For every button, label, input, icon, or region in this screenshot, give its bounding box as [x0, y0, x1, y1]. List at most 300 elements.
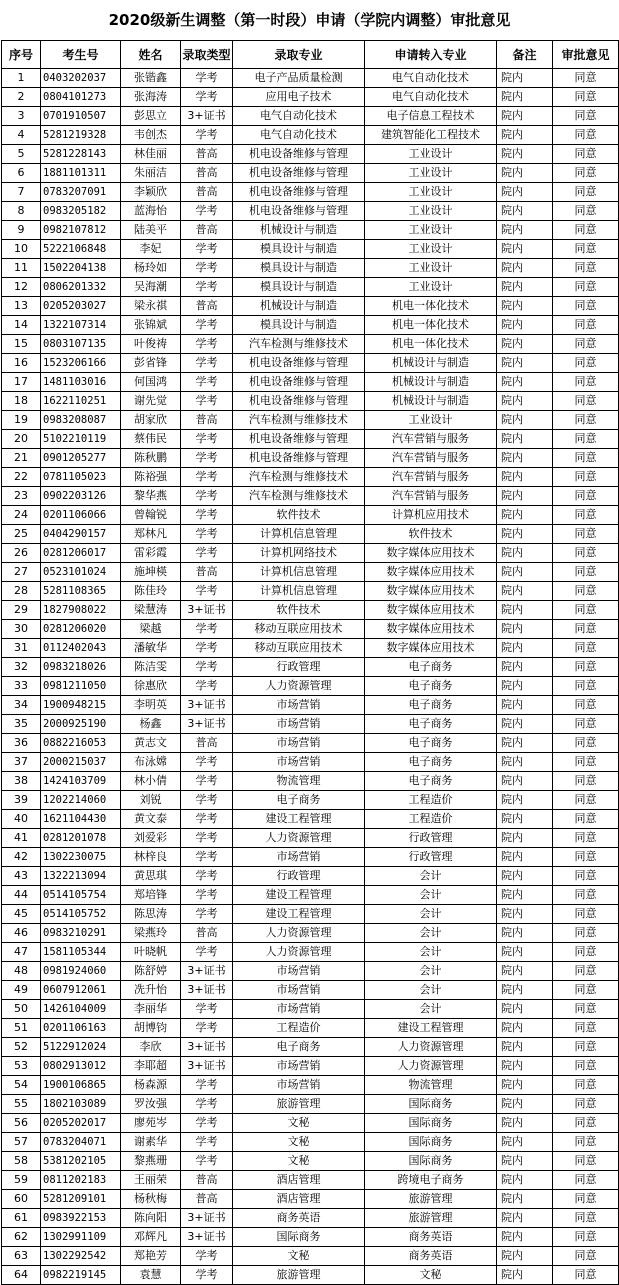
admission-type-cell: 学考	[181, 430, 233, 449]
approval-opinion-cell: 同意	[553, 316, 619, 335]
student-name-cell: 李颖欣	[121, 183, 181, 202]
target-major-cell: 行政管理	[365, 829, 497, 848]
approval-opinion-cell: 同意	[553, 1095, 619, 1114]
exam-id-cell: 1202214060	[41, 791, 121, 810]
student-name-cell: 陆美平	[121, 221, 181, 240]
admission-type-cell: 3+证书	[181, 1038, 233, 1057]
exam-id-cell: 0404290157	[41, 525, 121, 544]
target-major-cell: 电子信息工程技术	[365, 107, 497, 126]
table-row	[2, 734, 619, 753]
exam-id-cell: 5281219328	[41, 126, 121, 145]
admitted-major-cell: 机电设备维修与管理	[233, 392, 365, 411]
note-cell: 院内	[497, 221, 553, 240]
admission-type-cell: 学考	[181, 335, 233, 354]
approval-opinion-cell: 同意	[553, 1076, 619, 1095]
row-number-cell: 59	[2, 1171, 41, 1190]
student-name-cell: 梁燕玲	[121, 924, 181, 943]
student-name-cell: 廖苑岑	[121, 1114, 181, 1133]
row-number-cell: 10	[2, 240, 41, 259]
row-number-cell: 21	[2, 449, 41, 468]
approval-opinion-cell: 同意	[553, 1247, 619, 1266]
table-row	[2, 373, 619, 392]
target-major-cell: 会计	[365, 924, 497, 943]
approval-opinion-cell: 同意	[553, 1133, 619, 1152]
admission-type-cell: 学考	[181, 1114, 233, 1133]
note-cell: 院内	[497, 1209, 553, 1228]
note-cell: 院内	[497, 924, 553, 943]
table-row	[2, 449, 619, 468]
table-row	[2, 962, 619, 981]
student-name-cell: 蓝海怡	[121, 202, 181, 221]
exam-id-cell: 1881101311	[41, 164, 121, 183]
row-number-cell: 41	[2, 829, 41, 848]
target-major-cell: 机电一体化技术	[365, 316, 497, 335]
admission-type-cell: 学考	[181, 506, 233, 525]
approval-opinion-cell: 同意	[553, 943, 619, 962]
row-number-cell: 12	[2, 278, 41, 297]
exam-id-cell: 1621104430	[41, 810, 121, 829]
target-major-cell: 数字媒体应用技术	[365, 563, 497, 582]
row-number-cell: 53	[2, 1057, 41, 1076]
student-name-cell: 黄文泰	[121, 810, 181, 829]
target-major-cell: 电子商务	[365, 734, 497, 753]
admitted-major-cell: 市场营销	[233, 715, 365, 734]
admitted-major-cell: 机械设计与制造	[233, 297, 365, 316]
row-number-cell: 34	[2, 696, 41, 715]
approval-opinion-cell: 同意	[553, 639, 619, 658]
table-row	[2, 658, 619, 677]
row-number-cell: 40	[2, 810, 41, 829]
note-cell: 院内	[497, 1190, 553, 1209]
admission-type-cell: 学考	[181, 639, 233, 658]
note-cell: 院内	[497, 658, 553, 677]
student-name-cell: 邓辉凡	[121, 1228, 181, 1247]
row-number-cell: 22	[2, 468, 41, 487]
target-major-cell: 会计	[365, 962, 497, 981]
approval-opinion-cell: 同意	[553, 658, 619, 677]
target-major-cell: 机电一体化技术	[365, 335, 497, 354]
row-number-cell: 45	[2, 905, 41, 924]
approval-opinion-cell: 同意	[553, 164, 619, 183]
note-cell: 院内	[497, 354, 553, 373]
approval-opinion-cell: 同意	[553, 145, 619, 164]
table-row	[2, 525, 619, 544]
exam-id-cell: 5381202105	[41, 1152, 121, 1171]
header-note: 备注	[497, 41, 553, 69]
admission-type-cell: 3+证书	[181, 1209, 233, 1228]
table-row	[2, 1171, 619, 1190]
note-cell: 院内	[497, 981, 553, 1000]
table-row	[2, 487, 619, 506]
note-cell: 院内	[497, 1152, 553, 1171]
note-cell: 院内	[497, 1247, 553, 1266]
note-cell: 院内	[497, 468, 553, 487]
student-name-cell: 李丽华	[121, 1000, 181, 1019]
note-cell: 院内	[497, 810, 553, 829]
row-number-cell: 43	[2, 867, 41, 886]
approval-opinion-cell: 同意	[553, 88, 619, 107]
approval-opinion-cell: 同意	[553, 506, 619, 525]
row-number-cell: 35	[2, 715, 41, 734]
table-row	[2, 221, 619, 240]
admission-type-cell: 学考	[181, 1076, 233, 1095]
admitted-major-cell: 建设工程管理	[233, 886, 365, 905]
admission-type-cell: 学考	[181, 1133, 233, 1152]
admitted-major-cell: 工程造价	[233, 1019, 365, 1038]
header-opinion: 审批意见	[553, 41, 619, 69]
target-major-cell: 旅游管理	[365, 1190, 497, 1209]
note-cell: 院内	[497, 734, 553, 753]
table-row	[2, 354, 619, 373]
table-row	[2, 1019, 619, 1038]
admitted-major-cell: 机电设备维修与管理	[233, 145, 365, 164]
note-cell: 院内	[497, 259, 553, 278]
exam-id-cell: 0802913012	[41, 1057, 121, 1076]
approval-opinion-cell: 同意	[553, 240, 619, 259]
target-major-cell: 数字媒体应用技术	[365, 620, 497, 639]
target-major-cell: 建筑智能化工程技术	[365, 126, 497, 145]
row-number-cell: 57	[2, 1133, 41, 1152]
row-number-cell: 3	[2, 107, 41, 126]
target-major-cell: 跨境电子商务	[365, 1171, 497, 1190]
student-name-cell: 李明英	[121, 696, 181, 715]
note-cell: 院内	[497, 506, 553, 525]
target-major-cell: 数字媒体应用技术	[365, 601, 497, 620]
table-row	[2, 316, 619, 335]
row-number-cell: 9	[2, 221, 41, 240]
admitted-major-cell: 市场营销	[233, 962, 365, 981]
note-cell: 院内	[497, 1266, 553, 1285]
exam-id-cell: 0403202037	[41, 69, 121, 88]
exam-id-cell: 0804101273	[41, 88, 121, 107]
student-name-cell: 朱丽洁	[121, 164, 181, 183]
table-row	[2, 981, 619, 1000]
note-cell: 院内	[497, 297, 553, 316]
exam-id-cell: 0981211050	[41, 677, 121, 696]
row-number-cell: 42	[2, 848, 41, 867]
student-name-cell: 杨玲如	[121, 259, 181, 278]
student-name-cell: 郑培锋	[121, 886, 181, 905]
row-number-cell: 36	[2, 734, 41, 753]
table-row	[2, 544, 619, 563]
admission-type-cell: 学考	[181, 525, 233, 544]
student-name-cell: 胡家欣	[121, 411, 181, 430]
admitted-major-cell: 移动互联应用技术	[233, 639, 365, 658]
approval-opinion-cell: 同意	[553, 259, 619, 278]
note-cell: 院内	[497, 1114, 553, 1133]
table-row	[2, 411, 619, 430]
approval-opinion-cell: 同意	[553, 981, 619, 1000]
target-major-cell: 工业设计	[365, 259, 497, 278]
row-number-cell: 47	[2, 943, 41, 962]
student-name-cell: 韦创杰	[121, 126, 181, 145]
note-cell: 院内	[497, 107, 553, 126]
admission-type-cell: 3+证书	[181, 1228, 233, 1247]
exam-id-cell: 0514105752	[41, 905, 121, 924]
note-cell: 院内	[497, 544, 553, 563]
approval-opinion-cell: 同意	[553, 1209, 619, 1228]
target-major-cell: 数字媒体应用技术	[365, 639, 497, 658]
row-number-cell: 39	[2, 791, 41, 810]
note-cell: 院内	[497, 1228, 553, 1247]
note-cell: 院内	[497, 639, 553, 658]
target-major-cell: 工业设计	[365, 221, 497, 240]
approval-opinion-cell: 同意	[553, 297, 619, 316]
target-major-cell: 电子商务	[365, 772, 497, 791]
target-major-cell: 计算机应用技术	[365, 506, 497, 525]
target-major-cell: 电子商务	[365, 715, 497, 734]
target-major-cell: 人力资源管理	[365, 1057, 497, 1076]
table-row	[2, 601, 619, 620]
admitted-major-cell: 商务英语	[233, 1209, 365, 1228]
student-name-cell: 陈裕强	[121, 468, 181, 487]
exam-id-cell: 1900106865	[41, 1076, 121, 1095]
admission-type-cell: 学考	[181, 677, 233, 696]
approval-opinion-cell: 同意	[553, 278, 619, 297]
admitted-major-cell: 移动互联应用技术	[233, 620, 365, 639]
header-target-major: 申请转入专业	[365, 41, 497, 69]
approval-opinion-cell: 同意	[553, 69, 619, 88]
admitted-major-cell: 软件技术	[233, 601, 365, 620]
admission-type-cell: 学考	[181, 886, 233, 905]
target-major-cell: 工程造价	[365, 810, 497, 829]
row-number-cell: 8	[2, 202, 41, 221]
table-row	[2, 696, 619, 715]
admission-type-cell: 学考	[181, 316, 233, 335]
admission-type-cell: 3+证书	[181, 1057, 233, 1076]
note-cell: 院内	[497, 563, 553, 582]
admitted-major-cell: 电气自动化技术	[233, 107, 365, 126]
target-major-cell: 会计	[365, 886, 497, 905]
student-name-cell: 李妃	[121, 240, 181, 259]
admitted-major-cell: 国际商务	[233, 1228, 365, 1247]
exam-id-cell: 1302991109	[41, 1228, 121, 1247]
admitted-major-cell: 机电设备维修与管理	[233, 354, 365, 373]
row-number-cell: 51	[2, 1019, 41, 1038]
student-name-cell: 黎华燕	[121, 487, 181, 506]
student-name-cell: 郑林凡	[121, 525, 181, 544]
target-major-cell: 汽车营销与服务	[365, 468, 497, 487]
admission-type-cell: 学考	[181, 202, 233, 221]
note-cell: 院内	[497, 677, 553, 696]
admission-type-cell: 普高	[181, 1171, 233, 1190]
admitted-major-cell: 机电设备维修与管理	[233, 202, 365, 221]
note-cell: 院内	[497, 145, 553, 164]
table-row	[2, 240, 619, 259]
row-number-cell: 48	[2, 962, 41, 981]
admission-type-cell: 3+证书	[181, 715, 233, 734]
table-row	[2, 259, 619, 278]
table-row	[2, 715, 619, 734]
admitted-major-cell: 计算机网络技术	[233, 544, 365, 563]
table-row	[2, 620, 619, 639]
admission-type-cell: 学考	[181, 829, 233, 848]
student-name-cell: 黎燕珊	[121, 1152, 181, 1171]
approval-opinion-cell: 同意	[553, 696, 619, 715]
admitted-major-cell: 旅游管理	[233, 1266, 365, 1285]
student-name-cell: 谢先觉	[121, 392, 181, 411]
note-cell: 院内	[497, 1019, 553, 1038]
exam-id-cell: 1581105344	[41, 943, 121, 962]
target-major-cell: 工业设计	[365, 145, 497, 164]
admission-type-cell: 学考	[181, 392, 233, 411]
student-name-cell: 王丽荣	[121, 1171, 181, 1190]
student-name-cell: 叶俊祷	[121, 335, 181, 354]
admission-type-cell: 学考	[181, 88, 233, 107]
admitted-major-cell: 市场营销	[233, 753, 365, 772]
admission-type-cell: 普高	[181, 924, 233, 943]
admitted-major-cell: 市场营销	[233, 734, 365, 753]
target-major-cell: 商务英语	[365, 1247, 497, 1266]
admitted-major-cell: 市场营销	[233, 1057, 365, 1076]
table-row	[2, 582, 619, 601]
admitted-major-cell: 物流管理	[233, 772, 365, 791]
target-major-cell: 商务英语	[365, 1228, 497, 1247]
student-name-cell: 梁越	[121, 620, 181, 639]
approval-opinion-cell: 同意	[553, 487, 619, 506]
approval-opinion-cell: 同意	[553, 1038, 619, 1057]
header-exam-id: 考生号	[41, 41, 121, 69]
row-number-cell: 37	[2, 753, 41, 772]
note-cell: 院内	[497, 183, 553, 202]
table-row	[2, 1133, 619, 1152]
note-cell: 院内	[497, 791, 553, 810]
target-major-cell: 电气自动化技术	[365, 69, 497, 88]
table-row	[2, 1000, 619, 1019]
admission-type-cell: 普高	[181, 563, 233, 582]
student-name-cell: 彭思立	[121, 107, 181, 126]
student-name-cell: 林佳丽	[121, 145, 181, 164]
approval-opinion-cell: 同意	[553, 810, 619, 829]
row-number-cell: 32	[2, 658, 41, 677]
student-name-cell: 陈舒婷	[121, 962, 181, 981]
target-major-cell: 机械设计与制造	[365, 373, 497, 392]
row-number-cell: 63	[2, 1247, 41, 1266]
exam-id-cell: 1622110251	[41, 392, 121, 411]
target-major-cell: 汽车营销与服务	[365, 430, 497, 449]
table-row	[2, 107, 619, 126]
admitted-major-cell: 文秘	[233, 1152, 365, 1171]
row-number-cell: 64	[2, 1266, 41, 1285]
row-number-cell: 44	[2, 886, 41, 905]
row-number-cell: 28	[2, 582, 41, 601]
student-name-cell: 黄思琪	[121, 867, 181, 886]
table-row	[2, 791, 619, 810]
admitted-major-cell: 汽车检测与维修技术	[233, 468, 365, 487]
admitted-major-cell: 模具设计与制造	[233, 278, 365, 297]
target-major-cell: 软件技术	[365, 525, 497, 544]
admission-type-cell: 学考	[181, 373, 233, 392]
exam-id-cell: 0983205182	[41, 202, 121, 221]
admission-type-cell: 学考	[181, 791, 233, 810]
row-number-cell: 54	[2, 1076, 41, 1095]
student-name-cell: 杨秋梅	[121, 1190, 181, 1209]
row-number-cell: 24	[2, 506, 41, 525]
approval-opinion-cell: 同意	[553, 867, 619, 886]
exam-id-cell: 5281108365	[41, 582, 121, 601]
admitted-major-cell: 计算机信息管理	[233, 525, 365, 544]
row-number-cell: 52	[2, 1038, 41, 1057]
admitted-major-cell: 人力资源管理	[233, 943, 365, 962]
exam-id-cell: 1502204138	[41, 259, 121, 278]
student-name-cell: 张锴鑫	[121, 69, 181, 88]
row-number-cell: 4	[2, 126, 41, 145]
admission-type-cell: 学考	[181, 753, 233, 772]
admission-type-cell: 学考	[181, 1019, 233, 1038]
student-name-cell: 蔡伟民	[121, 430, 181, 449]
table-row	[2, 335, 619, 354]
student-name-cell: 陈思涛	[121, 905, 181, 924]
admission-type-cell: 普高	[181, 164, 233, 183]
student-name-cell: 陈秋鹏	[121, 449, 181, 468]
student-name-cell: 梁慧涛	[121, 601, 181, 620]
table-body	[2, 69, 619, 1285]
note-cell: 院内	[497, 525, 553, 544]
admitted-major-cell: 机电设备维修与管理	[233, 183, 365, 202]
target-major-cell: 国际商务	[365, 1133, 497, 1152]
target-major-cell: 电子商务	[365, 658, 497, 677]
row-number-cell: 6	[2, 164, 41, 183]
note-cell: 院内	[497, 1171, 553, 1190]
note-cell: 院内	[497, 278, 553, 297]
admitted-major-cell: 软件技术	[233, 506, 365, 525]
exam-id-cell: 0983208087	[41, 411, 121, 430]
approval-opinion-cell: 同意	[553, 1152, 619, 1171]
admission-type-cell: 学考	[181, 772, 233, 791]
admission-type-cell: 学考	[181, 126, 233, 145]
student-name-cell: 叶晓帆	[121, 943, 181, 962]
exam-id-cell: 5281228143	[41, 145, 121, 164]
approval-opinion-cell: 同意	[553, 544, 619, 563]
row-number-cell: 13	[2, 297, 41, 316]
admitted-major-cell: 酒店管理	[233, 1190, 365, 1209]
admission-type-cell: 学考	[181, 1095, 233, 1114]
target-major-cell: 国际商务	[365, 1095, 497, 1114]
admitted-major-cell: 文秘	[233, 1114, 365, 1133]
approval-opinion-cell: 同意	[553, 373, 619, 392]
student-name-cell: 谢素华	[121, 1133, 181, 1152]
note-cell: 院内	[497, 411, 553, 430]
exam-id-cell: 0811202183	[41, 1171, 121, 1190]
note-cell: 院内	[497, 601, 553, 620]
admitted-major-cell: 市场营销	[233, 696, 365, 715]
approval-opinion-cell: 同意	[553, 791, 619, 810]
admitted-major-cell: 文秘	[233, 1133, 365, 1152]
approval-opinion-cell: 同意	[553, 335, 619, 354]
student-name-cell: 李欣	[121, 1038, 181, 1057]
approval-opinion-cell: 同意	[553, 734, 619, 753]
admission-type-cell: 普高	[181, 411, 233, 430]
table-row	[2, 183, 619, 202]
admitted-major-cell: 机电设备维修与管理	[233, 430, 365, 449]
approval-opinion-cell: 同意	[553, 392, 619, 411]
table-row	[2, 905, 619, 924]
approval-table	[1, 40, 619, 1285]
student-name-cell: 张锦斌	[121, 316, 181, 335]
exam-id-cell: 1426104009	[41, 1000, 121, 1019]
admitted-major-cell: 应用电子技术	[233, 88, 365, 107]
approval-opinion-cell: 同意	[553, 449, 619, 468]
target-major-cell: 工业设计	[365, 164, 497, 183]
target-major-cell: 数字媒体应用技术	[365, 582, 497, 601]
table-row	[2, 1266, 619, 1285]
admission-type-cell: 学考	[181, 354, 233, 373]
student-name-cell: 张海涛	[121, 88, 181, 107]
table-row	[2, 126, 619, 145]
row-number-cell: 55	[2, 1095, 41, 1114]
header-admitted-major: 录取专业	[233, 41, 365, 69]
admitted-major-cell: 汽车检测与维修技术	[233, 411, 365, 430]
